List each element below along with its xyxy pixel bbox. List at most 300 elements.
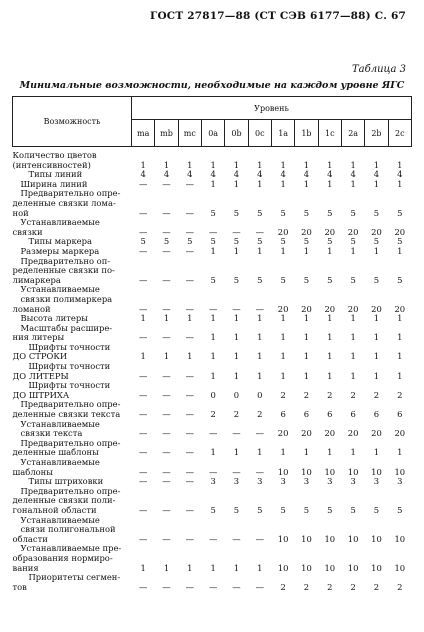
value-cell-ma: — [138,245,148,256]
value-cell-1b: 1 [303,313,310,324]
value-cell-ma: — [138,533,148,544]
value-cell-mc: — [185,245,194,256]
value-cell-1c: 1 [327,178,333,189]
row-label-line: Ширина линий [20,178,88,189]
value-cell-mc: — [185,332,194,343]
row-label [13,420,132,439]
value-cell-mb: — [162,447,171,458]
value-cell-2b: 1 [373,332,380,343]
table-row [13,458,412,477]
value-cell-2a: 5 [350,504,356,515]
value-cell-1a: 5 [280,504,286,515]
row-label [13,257,132,286]
value-cell-1a: 1 [280,313,286,324]
table-row [13,147,412,171]
value-cell-1a: 5 [280,274,286,285]
value-cell-0a: 1 [210,447,216,458]
value-cell-1b: 10 [301,466,312,477]
value-cell-1a: 4 [280,169,286,180]
value-cell-0c: — [255,533,264,544]
row-label-line: Предварительно опре- [20,188,121,199]
value-cell-mc: — [185,581,194,592]
value-cell-1c: 2 [327,581,333,592]
row-label-line: ломаной [12,303,51,314]
value-cell-0b: 1 [233,447,240,458]
value-cell-mc: — [185,504,194,515]
capability-column-header: Возможность [13,97,132,147]
value-cell-mb: — [162,581,171,592]
value-cell-mb: — [162,389,171,400]
value-cell-2c: 1 [397,178,403,189]
value-cell-1b: 3 [303,476,310,487]
value-cell-2b: 6 [373,409,380,420]
row-label-line: ния литеры [12,332,65,343]
value-cell-0b: 1 [233,370,240,381]
row-label-line: ной [12,207,29,218]
row-label-line: Предварительно опре- [20,399,121,410]
value-cell-mc: 1 [187,562,193,573]
value-cell-1a: 2 [280,389,286,400]
value-cell-0c: 1 [257,159,263,170]
value-cell-1b: 2 [303,389,310,400]
value-cell-2a: 1 [350,447,356,458]
value-cell-1a: 10 [277,533,289,544]
value-cell-mb: — [162,476,171,487]
value-cell-0c: — [255,428,264,439]
value-cell-1c: 20 [324,303,336,314]
value-cell-0b: 1 [233,313,240,324]
value-cell-2b: 1 [373,178,380,189]
row-label-line: Устанавливаемые [20,514,100,525]
value-cell-1c: 1 [327,351,333,362]
value-cell-ma: — [138,303,148,314]
row-label-line: Типы маркера [28,236,92,247]
value-cell-mb: — [162,274,171,285]
value-cell-2a: 20 [347,428,359,439]
value-cell-0a: 1 [210,370,216,381]
value-cell-1b: 1 [303,159,310,170]
value-cell-2c: 20 [394,303,406,314]
value-cell-ma: — [138,332,148,343]
value-cell-1b: 20 [301,226,312,237]
row-label-line: связки [12,226,43,237]
value-cell-1a: 5 [280,236,286,247]
level-header-ma: ma [132,120,155,147]
value-cell-mb: 5 [163,236,170,247]
row-label [13,189,132,218]
value-cell-1c: 10 [324,562,336,573]
row-label-line: Устанавливаемые [20,457,100,467]
value-cell-1c: 10 [324,466,336,477]
value-cell-2a: 1 [350,370,356,381]
table-row [13,439,412,458]
table-row [13,381,412,400]
value-cell-0b: 5 [233,236,240,247]
table-row [13,343,412,362]
row-label-line: образования нормиро- [12,552,113,563]
value-cell-1b: 20 [301,303,312,314]
value-cell-1c: 4 [327,169,333,180]
level-header-2c: 2c [388,120,411,147]
value-cell-1a: 20 [277,226,289,237]
row-label-line: Типы линий [28,169,83,180]
value-cell-2a: 4 [350,169,356,180]
value-cell-1b: 5 [303,207,310,218]
value-cell-1b: 1 [303,370,310,381]
row-label-line: деленные шаблоны [12,447,99,458]
value-cell-0a: — [208,303,218,314]
value-cell-2c: 5 [397,207,403,218]
value-cell-ma: — [138,466,148,477]
value-cell-2c: 5 [397,236,403,247]
row-label-line: Устанавливаемые пре- [20,543,122,554]
value-cell-2c: 10 [394,562,406,573]
value-cell-1c: 20 [324,428,336,439]
value-cell-2a: 1 [350,313,356,324]
row-label-line: ДО СТРОКИ [12,351,68,362]
row-label-line: Устанавливаемые [20,284,100,295]
level-header-0c: 0c [248,120,271,147]
value-cell-0c: 2 [257,409,263,420]
table-row [13,516,412,545]
value-cell-ma: — [138,476,148,487]
row-label [13,324,132,343]
row-label-line: гональной области [12,504,97,515]
value-cell-0a: 3 [210,476,216,487]
value-cell-0c: 3 [257,476,263,487]
value-cell-mb: — [162,370,171,381]
table-row [13,487,412,516]
value-cell-0c: 5 [257,207,263,218]
table-caption: Минимальные возможности, необходимые на каждом уровне ЯГС [19,80,405,91]
row-label-line: Типы штриховки [28,476,104,487]
value-cell-mc: — [185,370,194,381]
value-cell-mc: — [185,389,194,400]
value-cell-2a: 3 [350,476,356,487]
value-cell-ma: 1 [140,562,146,573]
value-cell-mc: — [185,226,194,237]
value-cell-1b: 10 [301,562,312,573]
table-row [13,189,412,218]
value-cell-1c: 5 [327,207,333,218]
value-cell-2c: 10 [394,466,406,477]
value-cell-ma: — [138,409,148,420]
row-label-line: (интенсивностей) [12,159,91,170]
value-cell-0a: 1 [210,313,216,324]
value-cell-2b: 20 [371,303,382,314]
value-cell-1b: 1 [303,332,310,343]
row-label-line: Предварительно оп- [20,255,111,266]
value-cell-1c: 1 [327,245,333,256]
value-cell-ma: 5 [140,236,146,247]
value-cell-0b: 1 [233,351,240,362]
row-label [13,147,132,171]
value-cell-1c: 1 [327,313,333,324]
value-cell-0b: 1 [233,159,240,170]
value-cell-1b: 1 [303,351,310,362]
row-label [13,218,132,237]
value-cell-0c: 5 [257,274,263,285]
value-cell-mc: 1 [187,159,193,170]
value-cell-mb: — [162,207,171,218]
value-cell-mc: — [185,447,194,458]
value-cell-0a: 5 [210,236,216,247]
value-cell-0a: 1 [210,332,216,343]
value-cell-2c: 5 [397,504,403,515]
row-label [13,285,132,314]
table-row [13,218,412,237]
row-label-line: связки текста [20,428,83,439]
value-cell-1c: 5 [327,504,333,515]
value-cell-0b: 4 [233,169,240,180]
table-row [13,400,412,419]
value-cell-1c: 6 [327,409,333,420]
value-cell-2c: 1 [397,447,403,458]
value-cell-0b: — [232,428,241,439]
value-cell-2a: 10 [347,466,359,477]
value-cell-0b: — [232,466,241,477]
row-label [13,439,132,458]
value-cell-0a: — [208,581,218,592]
value-cell-0b: 2 [233,409,240,420]
value-cell-2a: 1 [350,332,356,343]
value-cell-2a: 10 [347,562,359,573]
value-cell-0b: — [232,581,241,592]
value-cell-2c: 2 [397,389,403,400]
value-cell-2a: 5 [350,207,356,218]
value-cell-mb: 1 [163,562,170,573]
row-label-line: области [12,533,48,544]
row-label-line: Масштабы расшире- [20,322,113,333]
row-label-line: Шрифты точности [28,361,111,372]
value-cell-ma: — [138,428,148,439]
value-cell-ma: — [138,178,148,189]
row-label-line: деленные связки лома- [12,197,116,208]
value-cell-2a: 1 [350,351,356,362]
value-cell-0c: 1 [257,447,263,458]
value-cell-mc: 4 [187,169,193,180]
row-label-line: лимаркера [12,274,61,285]
value-cell-ma: — [138,581,148,592]
value-cell-1a: 1 [280,332,286,343]
value-cell-ma: 4 [140,169,146,180]
value-cell-0c: — [255,303,264,314]
value-cell-1a: 20 [277,428,289,439]
row-label-line: тов [12,581,27,592]
value-cell-2c: 10 [394,533,406,544]
value-cell-mc: 1 [187,351,193,362]
level-header-2a: 2a [341,120,364,147]
value-cell-2c: 1 [397,245,403,256]
value-cell-1a: 10 [277,466,289,477]
row-label-line: Приоритеты сегмен- [28,572,121,583]
value-cell-2b: 2 [373,581,380,592]
row-label-line: Предварительно опре- [20,485,121,496]
value-cell-mb: — [162,504,171,515]
value-cell-1a: 1 [280,351,286,362]
value-cell-mc: — [185,428,194,439]
value-cell-2c: 1 [397,313,403,324]
value-cell-2a: 2 [350,581,356,592]
value-cell-1b: 1 [303,447,310,458]
level-header-1c: 1c [318,120,341,147]
level-header-0a: 0a [201,120,224,147]
value-cell-2b: 1 [373,370,380,381]
value-cell-2c: 6 [397,409,403,420]
table-row [13,544,412,573]
value-cell-1a: 6 [280,409,286,420]
value-cell-mc: 5 [187,236,193,247]
value-cell-1c: 3 [327,476,333,487]
value-cell-1c: 1 [327,159,333,170]
value-cell-0c: 4 [257,169,263,180]
value-cell-1a: 10 [277,562,289,573]
row-label [13,381,132,400]
value-cell-2b: 20 [371,428,382,439]
value-cell-2a: 1 [350,178,356,189]
value-cell-2b: 10 [371,466,382,477]
value-cell-2b: 1 [373,447,380,458]
row-label-line: деленные связки текста [12,409,121,420]
value-cell-mb: 1 [163,159,170,170]
value-cell-2b: 5 [373,236,380,247]
value-cell-2c: 20 [394,226,406,237]
level-header-0b: 0b [225,120,248,147]
value-cell-0c: 0 [257,389,263,400]
row-label [13,573,132,592]
value-cell-2a: 5 [350,274,356,285]
row-label-line: Высота литеры [20,313,88,324]
page-header: ГОСТ 27817—88 (СТ СЭВ 6177—88) С. 67 [150,10,406,22]
value-cell-1a: 2 [280,581,286,592]
value-cell-2b: 5 [373,207,380,218]
row-label [13,516,132,545]
value-cell-mb: — [162,533,171,544]
row-label-line: ДО ШТРИХА [12,389,70,400]
value-cell-1b: 20 [301,428,312,439]
value-cell-mb: — [162,466,171,477]
level-header-mc: mc [178,120,201,147]
table-row [13,420,412,439]
value-cell-0a: — [208,533,218,544]
value-cell-1a: 3 [280,476,286,487]
row-label-line: связки полимаркера [20,293,113,304]
level-header-2b: 2b [365,120,388,147]
value-cell-1c: 2 [327,389,333,400]
value-cell-0b: — [232,303,241,314]
value-cell-mb: — [162,428,171,439]
row-label-line: Предварительно опре- [20,437,121,448]
value-cell-1c: 1 [327,370,333,381]
value-cell-mb: — [162,332,171,343]
value-cell-1c: 5 [327,274,333,285]
value-cell-mb: 1 [163,313,170,324]
value-cell-2b: 5 [373,274,380,285]
value-cell-mb: — [162,245,171,256]
value-cell-0a: 0 [210,389,216,400]
value-cell-mb: — [162,178,171,189]
value-cell-0c: 5 [257,236,263,247]
value-cell-0b: 0 [233,389,240,400]
level-header-1b: 1b [295,120,318,147]
level-header-1a: 1a [271,120,294,147]
row-label [13,544,132,573]
value-cell-2c: 3 [397,476,403,487]
value-cell-1b: 1 [303,178,310,189]
capabilities-table [12,96,412,592]
table-row [13,324,412,343]
value-cell-2a: 2 [350,389,356,400]
value-cell-0a: 5 [210,274,216,285]
value-cell-1c: 5 [327,236,333,247]
row-label-line: Количество цветов [12,150,97,160]
value-cell-0b: 3 [233,476,240,487]
value-cell-2c: 1 [397,159,403,170]
value-cell-2c: 1 [397,370,403,381]
value-cell-mc: — [185,274,194,285]
value-cell-mb: 1 [163,351,170,362]
row-label-line: связи полигональной [20,524,116,535]
table-body [13,147,412,593]
value-cell-2b: 2 [373,389,380,400]
value-cell-0a: 1 [210,178,216,189]
value-cell-mc: — [185,303,194,314]
row-label-line: Шрифты точности [28,341,111,352]
row-label [13,458,132,477]
value-cell-1b: 10 [301,533,312,544]
value-cell-0c: 1 [257,562,263,573]
value-cell-2c: 4 [397,169,403,180]
value-cell-ma: — [138,504,148,515]
value-cell-1c: 1 [327,447,333,458]
value-cell-2a: 6 [350,409,356,420]
value-cell-mc: — [185,533,194,544]
value-cell-0b: 5 [233,274,240,285]
value-cell-mb: — [162,303,171,314]
value-cell-0a: 1 [210,159,216,170]
value-cell-2b: 5 [373,504,380,515]
value-cell-2b: 1 [373,159,380,170]
value-cell-1b: 5 [303,504,310,515]
value-cell-0b: 1 [233,562,240,573]
level-header-mb: mb [155,120,178,147]
value-cell-0a: 5 [210,207,216,218]
row-label-line: вания [12,562,39,573]
value-cell-mb: — [162,226,171,237]
value-cell-1a: 5 [280,207,286,218]
value-cell-mb: 4 [163,169,170,180]
value-cell-0c: — [255,581,264,592]
row-label-line: Шрифты точности [28,380,111,391]
value-cell-0a: 1 [210,245,216,256]
row-label-line: ДО ЛИТЕРЫ [12,370,69,381]
value-cell-2a: 1 [350,159,356,170]
value-cell-ma: — [138,447,148,458]
value-cell-0a: 1 [210,562,216,573]
value-cell-2b: 10 [371,533,382,544]
value-cell-ma: — [138,207,148,218]
value-cell-1c: 1 [327,332,333,343]
value-cell-1a: 1 [280,370,286,381]
table-row [13,362,412,381]
value-cell-ma: — [138,274,148,285]
value-cell-1a: 20 [277,303,289,314]
row-label [13,487,132,516]
value-cell-1a: 1 [280,159,286,170]
value-cell-1a: 1 [280,447,286,458]
value-cell-2c: 5 [397,274,403,285]
value-cell-2b: 1 [373,245,380,256]
